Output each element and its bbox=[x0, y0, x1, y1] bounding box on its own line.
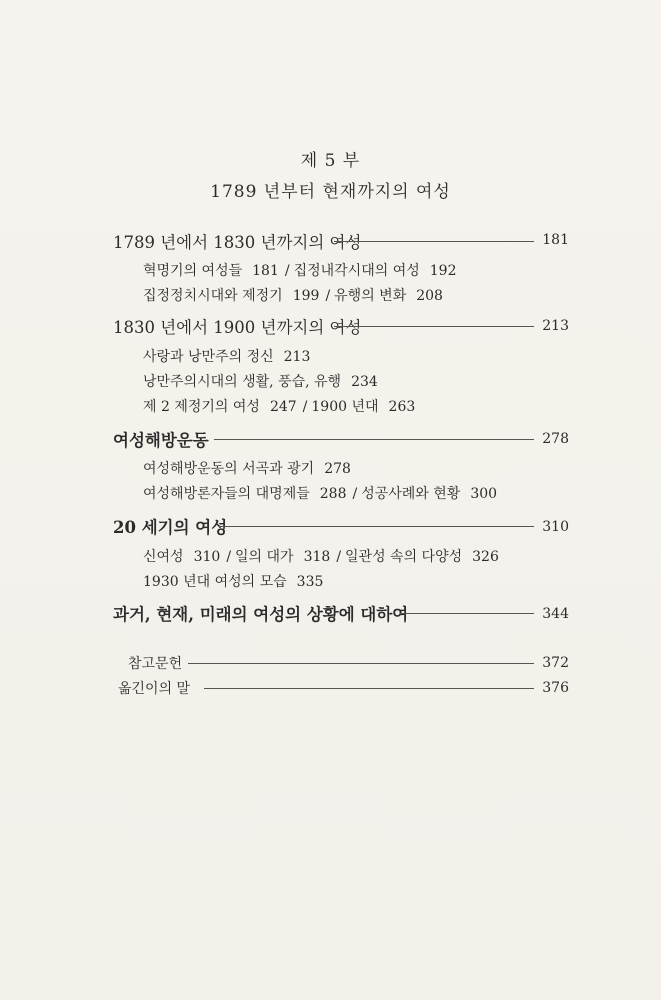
toc-subsection-line bbox=[143, 346, 310, 366]
subsection-title: 신여성 bbox=[143, 549, 184, 565]
toc-subsection-line bbox=[143, 571, 323, 591]
subsection-page-number: 263 bbox=[388, 399, 416, 415]
subsection-title: 집정정치시대와 제정기 bbox=[143, 288, 283, 304]
subsection-title: 사랑과 낭만주의 정신 bbox=[143, 349, 274, 365]
subsection-page-number: 213 bbox=[283, 349, 311, 365]
backmatter-page-number: 372 bbox=[542, 655, 569, 671]
subsection-title: 일의 대가 bbox=[235, 549, 294, 565]
separator-slash: / bbox=[325, 288, 331, 304]
subsection-title: 낭만주의시대의 생활, 풍습, 유행 bbox=[143, 374, 342, 390]
subsection-page-number: 288 bbox=[319, 486, 347, 502]
subsection-page-number: 234 bbox=[351, 374, 378, 390]
chapter-title: 1789 년에서 1830 년까지의 여성 bbox=[113, 233, 362, 252]
dot-leader bbox=[214, 439, 534, 440]
chapter-title: 여성해방운동 bbox=[113, 431, 209, 450]
subsection-title: 혁명기의 여성들 bbox=[143, 263, 243, 279]
separator-slash: / bbox=[352, 486, 358, 502]
subsection-page-number: 300 bbox=[470, 486, 498, 502]
part-subtitle: 1789 년부터 현재까지의 여성 bbox=[210, 182, 451, 202]
backmatter-title: 참고문헌 bbox=[128, 656, 183, 672]
subsection-title: 여성해방운동의 서곡과 광기 bbox=[143, 461, 315, 477]
toc-chapter-row bbox=[0, 601, 661, 625]
toc-subsection-line bbox=[143, 260, 456, 280]
backmatter-page-number: 376 bbox=[542, 680, 569, 696]
part-number: 제 5 부 bbox=[300, 151, 361, 171]
chapter-page-number: 213 bbox=[542, 318, 569, 334]
chapter-title: 1830 년에서 1900 년까지의 여성 bbox=[113, 318, 362, 337]
chapter-page-number: 181 bbox=[542, 232, 569, 248]
toc-subsection-line bbox=[143, 458, 351, 478]
chapter-title: 20 세기의 여성 bbox=[113, 518, 228, 537]
toc-chapter-row bbox=[0, 314, 661, 338]
subsection-page-number: 278 bbox=[324, 461, 351, 477]
chapter-page-number: 278 bbox=[542, 431, 569, 447]
subsection-page-number: 247 bbox=[269, 399, 297, 415]
toc-backmatter-row bbox=[0, 678, 661, 702]
subsection-title: 여성해방론자들의 대명제들 bbox=[143, 486, 310, 502]
subsection-page-number: 192 bbox=[429, 263, 457, 279]
toc-subsection-line bbox=[143, 546, 499, 566]
toc-chapter-row bbox=[0, 514, 661, 538]
subsection-page-number: 208 bbox=[416, 288, 443, 304]
subsection-page-number: 318 bbox=[303, 549, 331, 565]
subsection-title: 성공사례와 현황 bbox=[361, 486, 461, 502]
separator-slash: / bbox=[226, 549, 232, 565]
backmatter-title: 옮긴이의 말 bbox=[118, 681, 191, 697]
toc-subsection-line bbox=[143, 483, 497, 503]
toc-chapter-row bbox=[0, 427, 661, 451]
toc-chapter-row bbox=[0, 229, 661, 253]
dot-leader bbox=[204, 688, 534, 689]
dot-leader bbox=[334, 326, 534, 327]
subsection-title: 일관성 속의 다양성 bbox=[345, 549, 463, 565]
subsection-page-number: 326 bbox=[472, 549, 499, 565]
dot-leader bbox=[334, 241, 534, 242]
subsection-page-number: 199 bbox=[292, 288, 320, 304]
chapter-title: 과거, 현재, 미래의 여성의 상황에 대하여 bbox=[113, 605, 409, 624]
subsection-title: 유행의 변화 bbox=[334, 288, 407, 304]
separator-slash: / bbox=[302, 399, 308, 415]
subsection-page-number: 310 bbox=[193, 549, 221, 565]
subsection-title: 1900 년대 bbox=[311, 399, 379, 415]
dot-leader bbox=[219, 526, 534, 527]
dot-leader bbox=[188, 663, 534, 664]
toc-subsection-line bbox=[143, 396, 415, 416]
separator-slash: / bbox=[336, 549, 342, 565]
toc-subsection-line bbox=[143, 285, 443, 305]
subsection-title: 1930 년대 여성의 모습 bbox=[143, 574, 287, 590]
chapter-page-number: 310 bbox=[542, 519, 569, 535]
separator-slash: / bbox=[284, 263, 290, 279]
subsection-page-number: 335 bbox=[296, 574, 324, 590]
dot-leader bbox=[400, 613, 534, 614]
subsection-page-number: 181 bbox=[252, 263, 279, 279]
toc-subsection-line bbox=[143, 371, 378, 391]
subsection-title: 집정내각시대의 여성 bbox=[293, 263, 420, 279]
chapter-page-number: 344 bbox=[542, 606, 569, 622]
subsection-title: 제 2 제정기의 여성 bbox=[143, 399, 260, 415]
toc-backmatter-row bbox=[0, 653, 661, 677]
